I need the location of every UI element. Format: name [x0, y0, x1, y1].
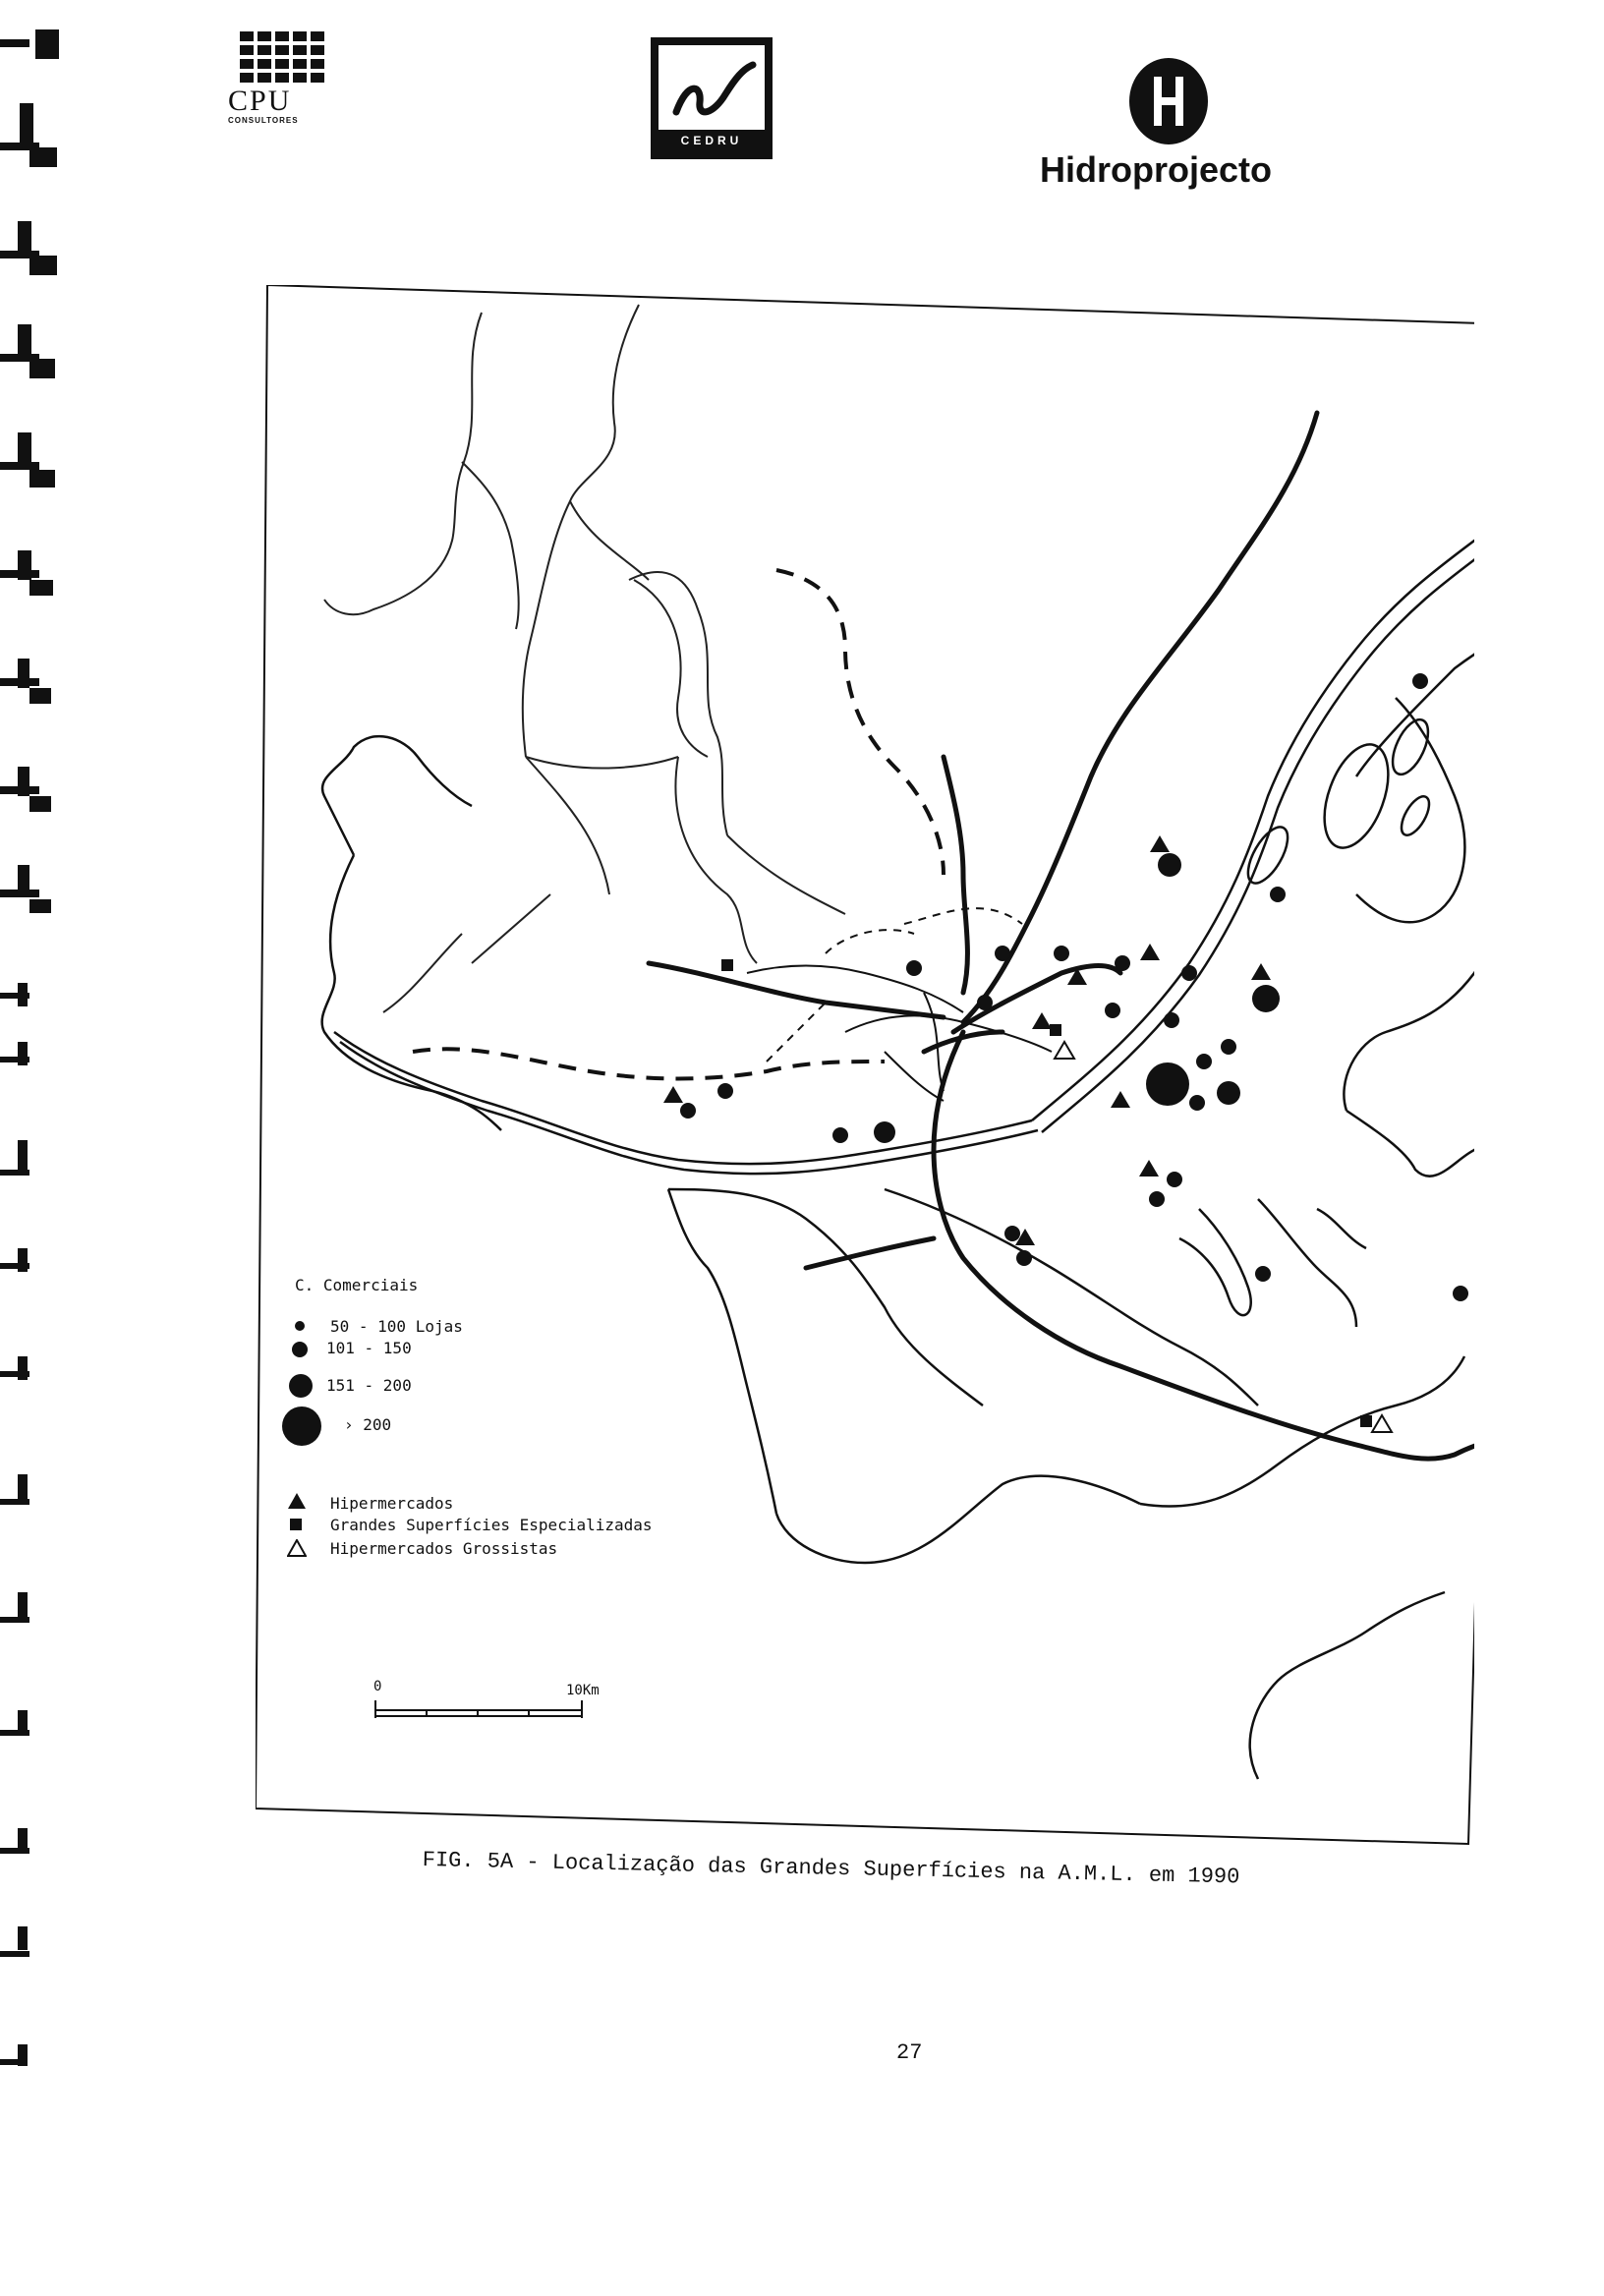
cpu-grid-mark: [240, 31, 346, 83]
commercial-centre-small-marker: [680, 1103, 696, 1119]
cpu-logo: [228, 31, 346, 159]
map-frame: [256, 285, 1474, 1844]
cpu-logo-name: CPU: [228, 85, 292, 117]
scale-bar-end: 10Km: [566, 1683, 600, 1698]
legend-hypermarket-icon: [287, 1492, 307, 1510]
commercial-centre-small-marker: [906, 960, 922, 976]
hidroprojecto-logo: [1032, 55, 1327, 202]
legend-type-3: Hipermercados Grossistas: [330, 1539, 558, 1558]
commercial-centre-over-200-marker: [1146, 1062, 1189, 1106]
commercial-centre-small-marker: [995, 946, 1010, 961]
commercial-centre-small-marker: [1270, 887, 1286, 902]
hypermarket-marker: [1032, 1012, 1052, 1029]
commercial-centre-small-marker: [1164, 1012, 1179, 1028]
cedru-logo: [651, 37, 773, 159]
coastline: [322, 513, 1474, 1779]
legend-title: C. Comerciais: [295, 1276, 419, 1294]
legend-specialised-store-icon: [289, 1518, 303, 1531]
commercial-centre-small-marker: [1016, 1250, 1032, 1266]
hypermarket-marker: [663, 1086, 683, 1103]
hypermarket-marker: [1251, 963, 1271, 980]
binding-edge: [0, 0, 88, 2296]
cpu-logo-subtitle: CONSULTORES: [228, 116, 299, 125]
hypermarket-marker: [1150, 835, 1170, 852]
wholesale-hypermarket-marker: [1055, 1042, 1074, 1059]
cedru-swoosh-icon: [659, 51, 765, 130]
wholesale-hypermarket-marker: [1372, 1415, 1392, 1432]
legend-type-1: Hipermercados: [330, 1494, 454, 1513]
legend-size-3: 151 - 200: [326, 1376, 412, 1395]
hidroprojecto-mark-icon: [1124, 55, 1213, 147]
specialised-store-marker: [1050, 1024, 1061, 1036]
commercial-centre-small-marker: [1181, 965, 1197, 981]
legend-dot-xlarge-icon: [281, 1406, 322, 1447]
figure-caption: FIG. 5A - Localização das Grandes Superfícies na A.M.L. em 1990: [422, 1848, 1240, 1890]
main-roads: [649, 413, 1474, 1563]
secondary-roads: [767, 908, 1022, 1062]
cedru-logo-name: CEDRU: [659, 130, 765, 151]
commercial-centre-small-marker: [1453, 1286, 1468, 1301]
page-number: 27: [896, 2040, 923, 2065]
commercial-centre-medium-marker: [874, 1121, 895, 1143]
commercial-centre-small-marker: [832, 1127, 848, 1143]
hidroprojecto-logo-name: Hidroprojecto: [1040, 149, 1273, 190]
legend-dot-small-icon: [293, 1319, 307, 1333]
scale-bar-start: 0: [373, 1679, 382, 1694]
commercial-centre-small-marker: [1105, 1003, 1120, 1018]
commercial-centre-small-marker: [1004, 1226, 1020, 1241]
specialised-store-marker: [1360, 1415, 1372, 1427]
hypermarket-marker: [1140, 944, 1160, 960]
legend-size-4: › 200: [344, 1415, 392, 1434]
hypermarket-marker: [1139, 1160, 1159, 1177]
commercial-centre-small-marker: [1189, 1095, 1205, 1111]
legend-type-2: Grandes Superfícies Especializadas: [330, 1516, 653, 1534]
commercial-centre-small-marker: [977, 995, 993, 1010]
legend-dot-large-icon: [287, 1372, 315, 1400]
municipal-borders: [324, 305, 845, 1012]
commercial-centre-small-marker: [1054, 946, 1069, 961]
commercial-centre-small-marker: [717, 1083, 733, 1099]
commercial-centre-small-marker: [1221, 1039, 1236, 1055]
commercial-centre-small-marker: [1255, 1266, 1271, 1282]
legend-size-1: 50 - 100 Lojas: [330, 1317, 463, 1336]
commercial-centre-small-marker: [1149, 1191, 1165, 1207]
commercial-centre-medium-marker: [1217, 1081, 1240, 1105]
commercial-centre-large-marker: [1252, 985, 1280, 1012]
specialised-store-marker: [721, 959, 733, 971]
legend-dot-medium-icon: [289, 1339, 311, 1360]
hypermarket-marker: [1111, 1091, 1130, 1108]
commercial-centre-small-marker: [1167, 1172, 1182, 1187]
urban-roads: [747, 966, 1052, 1102]
legend-size-2: 101 - 150: [326, 1339, 412, 1357]
commercial-centre-small-marker: [1412, 673, 1428, 689]
commercial-centre-small-marker: [1115, 955, 1130, 971]
commercial-centre-small-marker: [1196, 1054, 1212, 1069]
lisbon-metro-area-map: [256, 285, 1474, 1858]
commercial-centre-medium-marker: [1158, 853, 1181, 877]
legend-wholesale-hypermarket-icon: [287, 1539, 307, 1557]
